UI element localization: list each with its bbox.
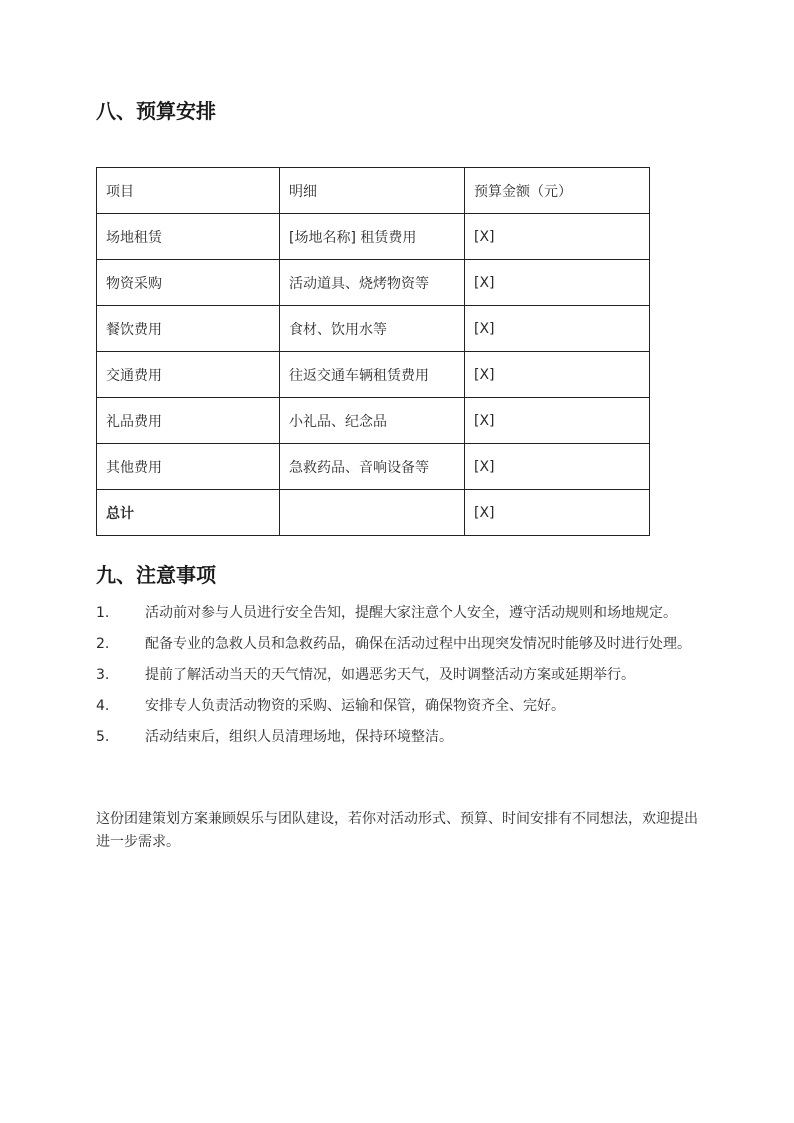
table-cell: 急救药品、音响设备等 [280,444,465,490]
table-header-row [97,168,650,214]
table-cell: [X] [465,260,650,306]
total-label-cell: 总计 [97,490,280,536]
list-item-number: 4. [96,698,110,714]
table-cell: [X] [465,398,650,444]
table-cell: 活动道具、烧烤物资等 [280,260,465,306]
table-cell: 食材、饮用水等 [280,306,465,352]
list-item-text: 提前了解活动当天的天气情况，如遇恶劣天气，及时调整活动方案或延期举行。 [145,667,635,683]
list-item [96,664,706,687]
closing-paragraph: 这份团建策划方案兼顾娱乐与团队建设，若你对活动形式、预算、时间安排有不同想法，欢迎提出进一步需求。 [96,811,698,850]
table-row [97,306,650,352]
table-cell: [X] [465,306,650,352]
list-item-number: 5. [96,729,110,745]
table-cell: 往返交通车辆租赁费用 [280,352,465,398]
table-cell: 交通费用 [97,352,280,398]
budget-table [96,167,650,536]
header-cell-amount: 预算金额（元） [465,168,650,214]
list-item-text: 安排专人负责活动物资的采购、运输和保管，确保物资齐全、完好。 [145,698,565,714]
table-cell: 物资采购 [97,260,280,306]
list-item-text: 活动前对参与人员进行安全告知，提醒大家注意个人安全，遵守活动规则和场地规定。 [145,605,677,621]
list-item-text: 活动结束后，组织人员清理场地，保持环境整洁。 [145,729,453,745]
table-row [97,352,650,398]
list-item [96,695,706,718]
budget-heading: 八、预算安排 [96,99,216,123]
table-cell: 其他费用 [97,444,280,490]
list-item-number: 1. [96,605,110,621]
total-amount-cell: [X] [465,490,650,536]
list-item [96,602,706,625]
list-item [96,726,706,749]
list-item-text: 配备专业的急救人员和急救药品，确保在活动过程中出现突发情况时能够及时进行处理。 [145,636,691,652]
list-item-number: 3. [96,667,110,683]
table-cell: 礼品费用 [97,398,280,444]
header-cell-detail: 明细 [280,168,465,214]
table-total-row [97,490,650,536]
notes-list [96,602,706,757]
table-cell: [X] [465,214,650,260]
table-row [97,398,650,444]
table-row [97,214,650,260]
table-row [97,444,650,490]
list-item-number: 2. [96,636,110,652]
table-row [97,260,650,306]
table-cell: [场地名称] 租赁费用 [280,214,465,260]
table-cell: 餐饮费用 [97,306,280,352]
notes-heading: 九、注意事项 [96,563,216,587]
table-cell: 小礼品、纪念品 [280,398,465,444]
header-cell-item: 项目 [97,168,280,214]
table-cell: [X] [465,444,650,490]
table-cell: [X] [465,352,650,398]
table-cell: 场地租赁 [97,214,280,260]
total-detail-cell [280,490,465,536]
list-item [96,633,706,656]
